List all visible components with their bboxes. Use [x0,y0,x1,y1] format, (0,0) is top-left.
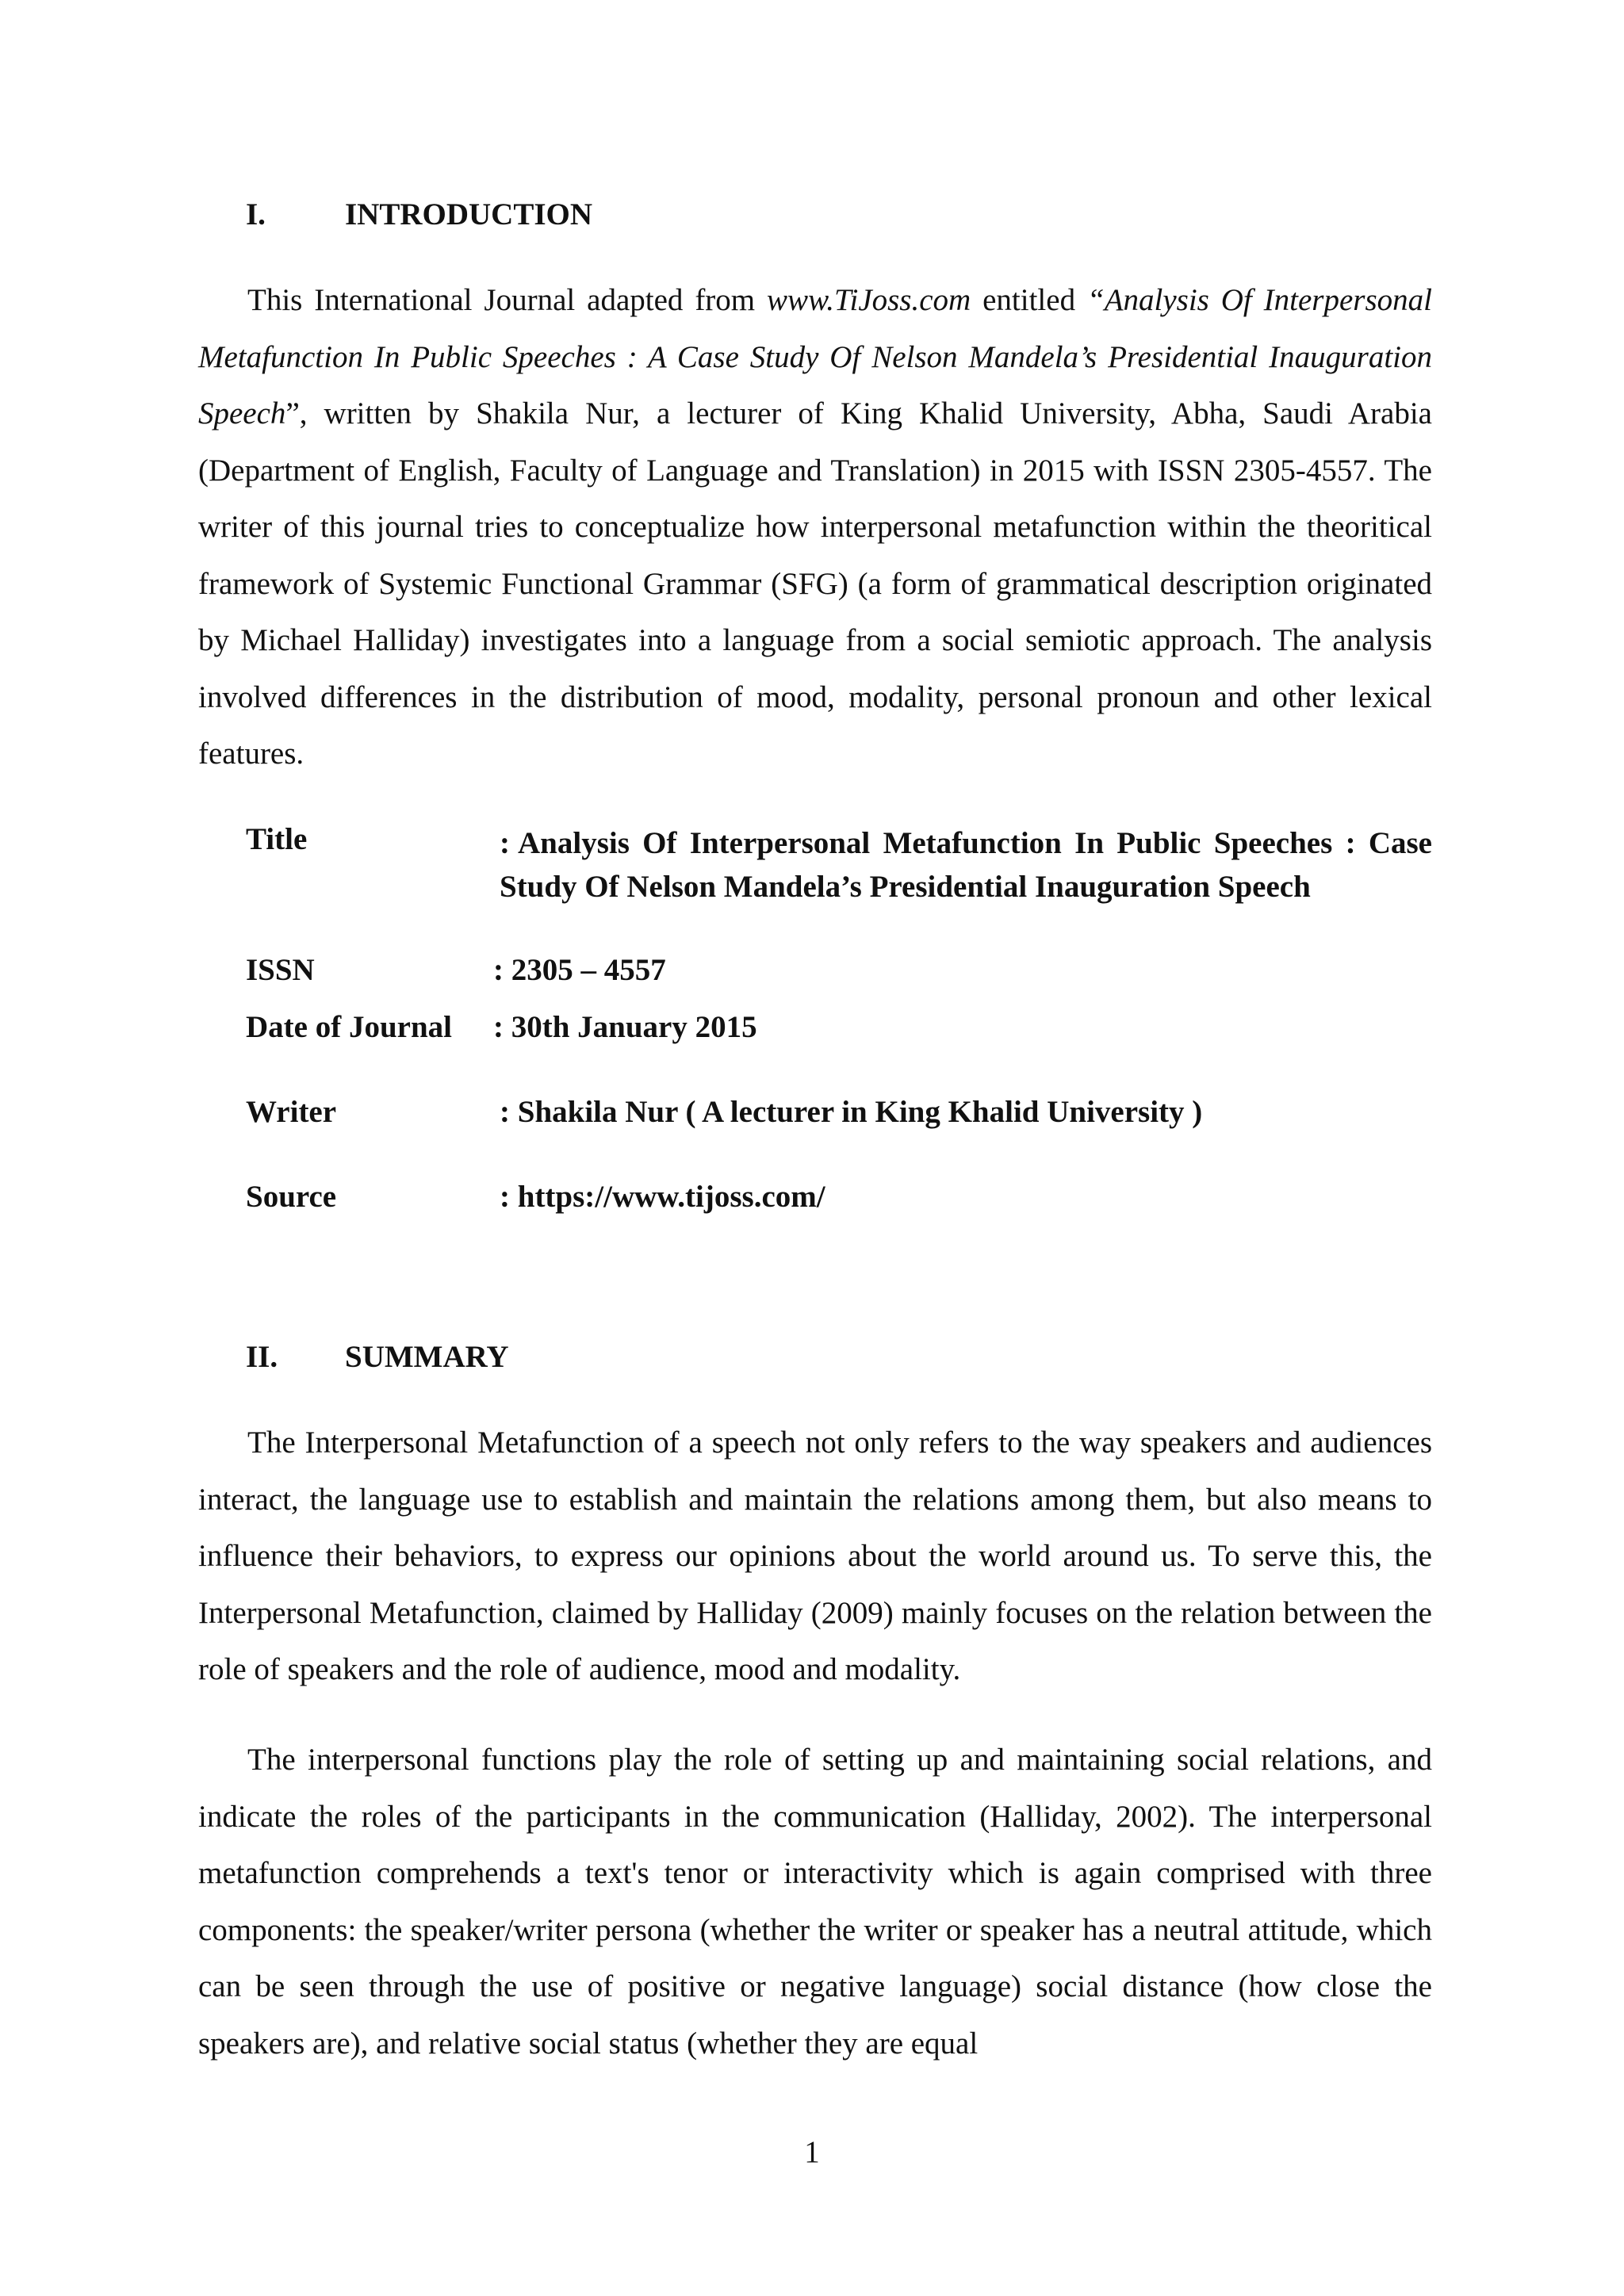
issn-value-text: 2305 – 4557 [511,953,666,987]
date-label: Date of Journal [246,1010,452,1044]
page-number: 1 [804,2135,820,2169]
section-title: INTRODUCTION [345,197,593,232]
section-heading-summary [246,1337,509,1377]
source-value [500,1179,825,1215]
summary-paragraph-2: The interpersonal functions play the role of setting up and maintaining social relations, and indicate the roles of the participants in the communication (Halliday, 2002). The interpersonal metafunction comprehends a text's tenor or interactivity which is again comprised with three components: the speaker/writer persona (whether the writer or speaker has a neutral attitude, which can be seen through the use of positive or negative language) social distance (how close the speakers are), and relative social status (whether they are equal [198,1743,1432,2061]
summary-paragraph-1: The Interpersonal Metafunction of a speech not only refers to the way speakers and audiences interact, the language use to establish and maintain the relations among them, but also means to influence their behaviors, to express our opinions about the world around us. To serve this, the Interpersonal Metafunction, claimed by Halliday (2009) mainly focuses on the relation between the role of speakers and the role of audience, mood and modality. [198,1425,1432,1686]
title-value-text: Analysis Of Interpersonal Metafunction In Public Speeches : Case Study Of Nelson Mandela’s Presidential Inauguration Speech [500,826,1432,904]
journal-site-link: www.TiJoss.com [767,283,971,317]
section-title: SUMMARY [345,1340,509,1374]
source-value-text: https://www.tijoss.com/ [517,1180,825,1214]
intro-text-part2: entitled [971,283,1087,317]
title-separator: : [500,826,510,860]
date-value-text: 30th January 2015 [511,1010,757,1044]
writer-value-text: Shakila Nur ( A lecturer in King Khalid University ) [517,1095,1203,1129]
date-separator: : [493,1010,504,1044]
section-number: I. [246,197,266,232]
writer-value [500,1094,1202,1130]
issn-label: ISSN [246,953,315,987]
source-label: Source [246,1180,337,1214]
title-value [500,821,1432,909]
writer-label: Writer [246,1095,337,1129]
source-separator: : [500,1180,510,1214]
title-label: Title [246,822,308,856]
section-heading-introduction [246,195,592,235]
issn-separator: : [493,953,504,987]
writer-separator: : [500,1095,510,1129]
section-number: II. [246,1340,278,1374]
journal-title-italic: “Analysis Of Interpersonal Metafunction In Public Speeches : A Case Study Of Nelson Mandela’s Presidential Inauguration Speech [198,283,1432,430]
intro-text-part3: ”, written by Shakila Nur, a lecturer of King Khalid University, Abha, Saudi Arabia (Department of English, Faculty of Language and Translation) in 2015 with ISSN 2305-4557. The writer of this journal tries to conceptualize how interpersonal metafunction within the theoritical framework of Systemic Functional Grammar (SFG) (a form of grammatical description originated by Michael Halliday) investigates into a language from a social semiotic approach. The analysis involved differences in the distribution of mood, modality, personal pronoun and other lexical features. [198,396,1432,771]
issn-value [493,952,666,988]
intro-paragraph [198,272,1432,783]
intro-text-part1: This International Journal adapted from [247,283,768,317]
date-value [493,1009,757,1045]
